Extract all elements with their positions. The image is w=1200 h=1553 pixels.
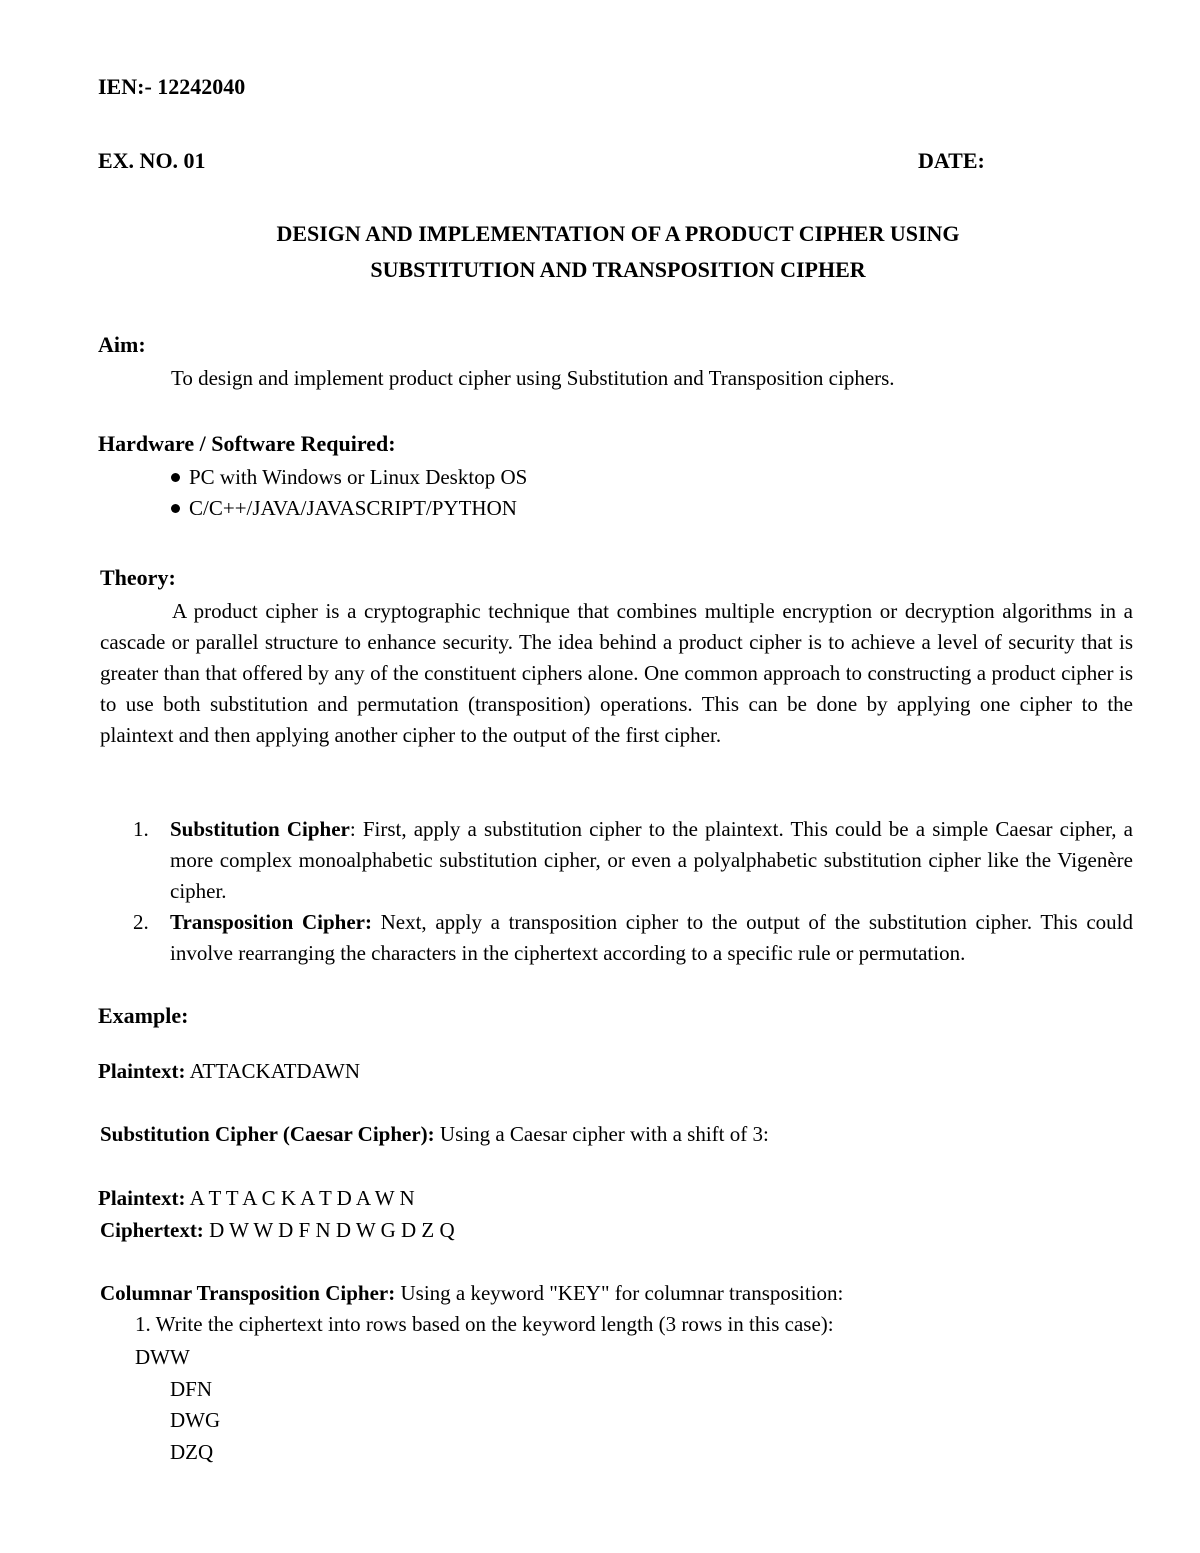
ciphertext-value: D W W D F N D W G D Z Q xyxy=(203,1218,455,1242)
plaintext-spaced-value: A T T A C K A T D A W N xyxy=(185,1186,415,1210)
theory-steps xyxy=(100,814,1133,969)
requirement-item xyxy=(171,465,527,490)
ien-number: IEN:- 12242040 xyxy=(98,74,246,99)
plaintext-value: ATTACKATDAWN xyxy=(185,1059,361,1083)
ciphertext-label: Ciphertext: xyxy=(100,1218,204,1242)
aim-text: To design and implement product cipher using Substitution and Transposition ciphers. xyxy=(171,366,895,390)
bullet-icon xyxy=(171,473,180,482)
step-number: 1. xyxy=(133,817,149,841)
substitution-label: Substitution Cipher (Caesar Cipher): xyxy=(100,1122,435,1146)
page-title-line-2: SUBSTITUTION AND TRANSPOSITION CIPHER xyxy=(370,257,866,282)
cipher-row: DZQ xyxy=(170,1440,214,1464)
plaintext-spaced-label: Plaintext: xyxy=(98,1186,186,1210)
list-item xyxy=(100,814,1133,907)
requirement-item-text: PC with Windows or Linux Desktop OS xyxy=(189,465,528,489)
requirement-item xyxy=(171,496,517,521)
theory-paragraph: A product cipher is a cryptographic technique that combines multiple encryption or decryption algorithms in a cascade or parallel structure to enhance security. The idea behind a product cipher is to achieve a level of security that is greater than that offered by any of the constituent ciphers alone. One common approach to constructing a product cipher is to use both substitution and permutation (transposition) operations. This can be done by applying one cipher to the plaintext and then applying another cipher to the output of the first cipher. xyxy=(100,599,1133,747)
columnar-text: Using a keyword "KEY" for columnar transposition: xyxy=(395,1281,844,1305)
date-label: DATE: xyxy=(918,148,985,173)
substitution-text: Using a Caesar cipher with a shift of 3: xyxy=(434,1122,769,1146)
requirements-heading: Hardware / Software Required: xyxy=(98,431,396,456)
aim-heading: Aim: xyxy=(98,332,146,357)
theory-heading: Theory: xyxy=(100,565,176,590)
substitution-line xyxy=(100,1122,769,1147)
requirement-item-text: C/C++/JAVA/JAVASCRIPT/PYTHON xyxy=(189,496,517,520)
step-text: Next, apply a transposition cipher to the output of the substitution cipher. This could involve rearranging the characters in the ciphertext according to a specific rule or permutation. xyxy=(170,910,1133,965)
columnar-step-1: 1. Write the ciphertext into rows based on the keyword length (3 rows in this case): xyxy=(135,1312,834,1336)
step-number: 2. xyxy=(133,910,149,934)
cipher-row: DWW xyxy=(135,1345,190,1369)
cipher-row: DWG xyxy=(170,1408,221,1432)
example-heading: Example: xyxy=(98,1003,189,1028)
cipher-row: DFN xyxy=(170,1377,213,1401)
plaintext-label: Plaintext: xyxy=(98,1059,186,1083)
columnar-line xyxy=(100,1281,843,1306)
list-item xyxy=(100,907,1133,969)
exercise-number: EX. NO. 01 xyxy=(98,148,206,173)
step-text: : First, apply a substitution cipher to the plaintext. This could be a simple Caesar cipher, a more complex monoalphabetic substitution cipher, or even a polyalphabetic substitution cipher like the Vigenère cipher. xyxy=(170,817,1133,903)
columnar-label: Columnar Transposition Cipher: xyxy=(100,1281,396,1305)
ciphertext-line xyxy=(100,1218,455,1243)
page-title-line-1: DESIGN AND IMPLEMENTATION OF A PRODUCT CIPHER USING xyxy=(276,221,960,246)
step-label: Transposition Cipher: xyxy=(170,910,372,934)
bullet-icon xyxy=(171,504,180,513)
example-plaintext xyxy=(98,1059,360,1084)
plaintext-spaced-line xyxy=(98,1186,415,1211)
step-label: Substitution Cipher xyxy=(170,817,350,841)
